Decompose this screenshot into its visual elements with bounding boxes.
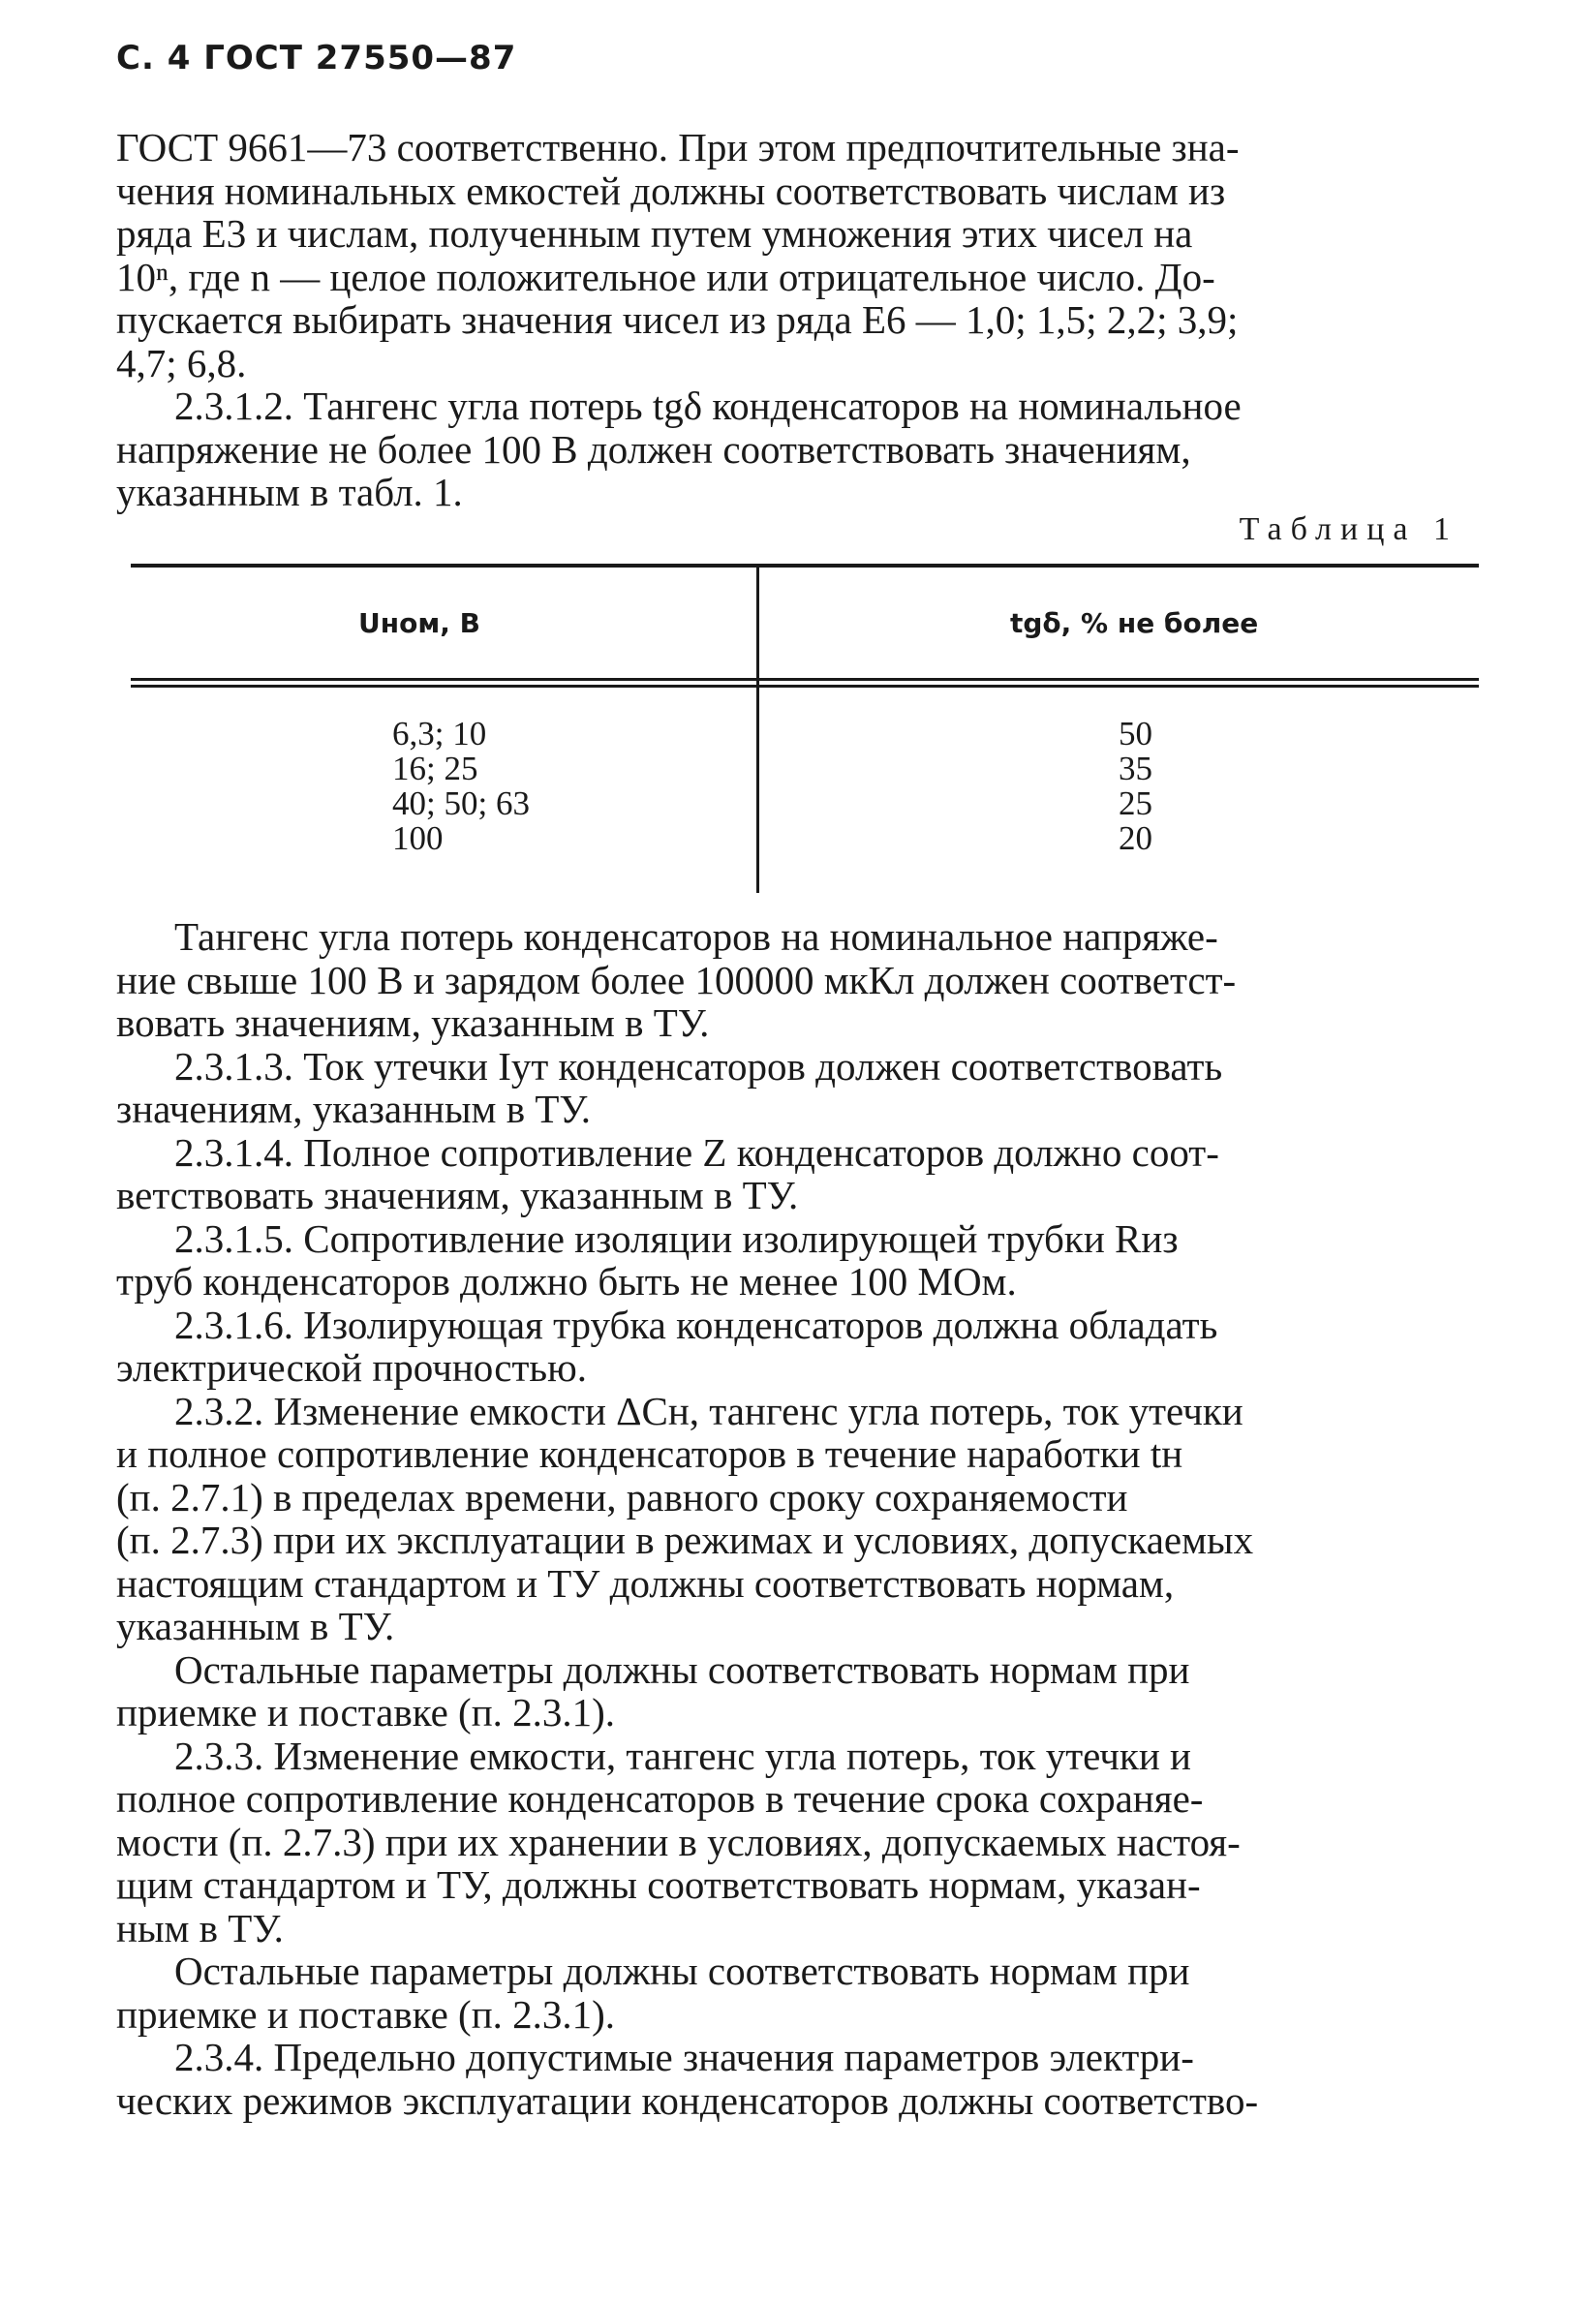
text-line: труб конденсаторов должно быть не менее 100 МОм. — [116, 1259, 1017, 1304]
table-cell: 50 — [1119, 715, 1152, 752]
text-line: мости (п. 2.7.3) при их хранении в условиях, допускаемых настоя- — [116, 1819, 1241, 1864]
body-text — [116, 915, 1482, 2122]
text-line: чения номинальных емкостей должны соответствовать числам из — [116, 168, 1226, 213]
table-cell: 35 — [1119, 750, 1152, 787]
text-line: вовать значениям, указанным в ТУ. — [116, 1000, 710, 1045]
text-line: ГОСТ 9661—73 соответственно. При этом предпочтительные зна- — [116, 125, 1240, 169]
table-cell: 100 — [392, 819, 444, 857]
text-line: Остальные параметры должны соответствовать нормам при — [174, 1646, 1190, 1692]
table-cell: 25 — [1119, 784, 1152, 822]
table-header-voltage: Uном, В — [358, 607, 480, 639]
page-header: С. 4 ГОСТ 27550—87 — [116, 39, 517, 77]
table-caption: Таблица 1 — [1239, 511, 1458, 547]
text-line: 2.3.2. Изменение емкости ΔCн, тангенс угла потерь, ток утечки — [174, 1388, 1243, 1433]
text-line: полное сопротивление конденсаторов в течение срока сохраняе- — [116, 1776, 1204, 1821]
text-line: ческих режимов эксплуатации конденсаторов должны соответство- — [116, 2077, 1259, 2123]
text-line: приемке и поставке (п. 2.3.1). — [116, 1991, 616, 2037]
text-line: 2.3.1.5. Сопротивление изоляции изолирующей трубки Rиз — [174, 1215, 1179, 1261]
intro-paragraph — [116, 126, 1482, 384]
text-line: Остальные параметры должны соответствовать нормам при — [174, 1949, 1190, 1993]
text-line: настоящим стандартом и ТУ должны соответствовать нормам, — [116, 1560, 1175, 1606]
text-line: приемке и поставке (п. 2.3.1). — [116, 1690, 616, 1735]
text-line: 10ⁿ, где n — целое положительное или отрицательное число. До- — [116, 254, 1215, 299]
table-cell: 20 — [1119, 819, 1152, 857]
text-line: указанным в ТУ. — [116, 1604, 395, 1648]
text-line: ряда Е3 и числам, полученным путем умножения этих чисел на — [116, 211, 1193, 256]
table-cell: 16; 25 — [392, 750, 478, 787]
table-top-rule — [131, 564, 1479, 568]
text-line: 2.3.3. Изменение емкости, тангенс угла потерь, ток утечки и — [174, 1733, 1191, 1778]
table-header-tangent: tgδ, % не более — [1010, 607, 1259, 639]
text-line: электрической прочностью. — [116, 1345, 587, 1390]
table-1 — [131, 564, 1479, 893]
text-line: щим стандартом и ТУ, должны соответствовать нормам, указан- — [116, 1862, 1201, 1907]
text-line: указанным в табл. 1. — [116, 470, 463, 514]
text-line: Тангенс угла потерь конденсаторов на номинальное напряже- — [174, 914, 1218, 959]
table-column-voltage — [392, 717, 530, 856]
paragraph-2-3-1-2 — [116, 384, 1482, 514]
table-header-rule — [131, 678, 1479, 681]
text-line: 4,7; 6,8. — [116, 340, 247, 385]
text-line: пускается выбирать значения чисел из ряда Е6 — 1,0; 1,5; 2,2; 3,9; — [116, 297, 1239, 342]
table-cell: 6,3; 10 — [392, 715, 487, 752]
text-line: напряжение не более 100 В должен соответствовать значениям, — [116, 426, 1191, 472]
text-line: 2.3.1.3. Ток утечки Iут конденсаторов должен соответствовать — [174, 1043, 1223, 1089]
table-column-divider — [756, 568, 759, 893]
text-line: 2.3.1.4. Полное сопротивление Z конденсаторов должно соот- — [174, 1129, 1219, 1175]
text-line: 2.3.1.6. Изолирующая трубка конденсаторов должна обладать — [174, 1302, 1218, 1347]
text-line: (п. 2.7.1) в пределах времени, равного сроку сохраняемости — [116, 1474, 1128, 1520]
text-line: 2.3.1.2. Тангенс угла потерь tgδ конденсаторов на номинальное — [174, 384, 1242, 428]
table-header-rule-2 — [131, 685, 1479, 688]
text-line: и полное сопротивление конденсаторов в течение наработки tн — [116, 1431, 1183, 1476]
text-line: ным в ТУ. — [116, 1905, 284, 1950]
table-cell: 40; 50; 63 — [392, 784, 530, 822]
text-line: ветствовать значениям, указанным в ТУ. — [116, 1173, 799, 1217]
text-line: значениям, указанным в ТУ. — [116, 1087, 591, 1131]
text-line: 2.3.4. Предельно допустимые значения параметров электри- — [174, 2035, 1194, 2079]
table-column-tangent — [1119, 717, 1152, 856]
text-line: ние свыше 100 В и зарядом более 100000 мкКл должен соответст- — [116, 957, 1237, 1002]
text-line: (п. 2.7.3) при их эксплуатации в режимах и условиях, допускаемых — [116, 1518, 1254, 1562]
